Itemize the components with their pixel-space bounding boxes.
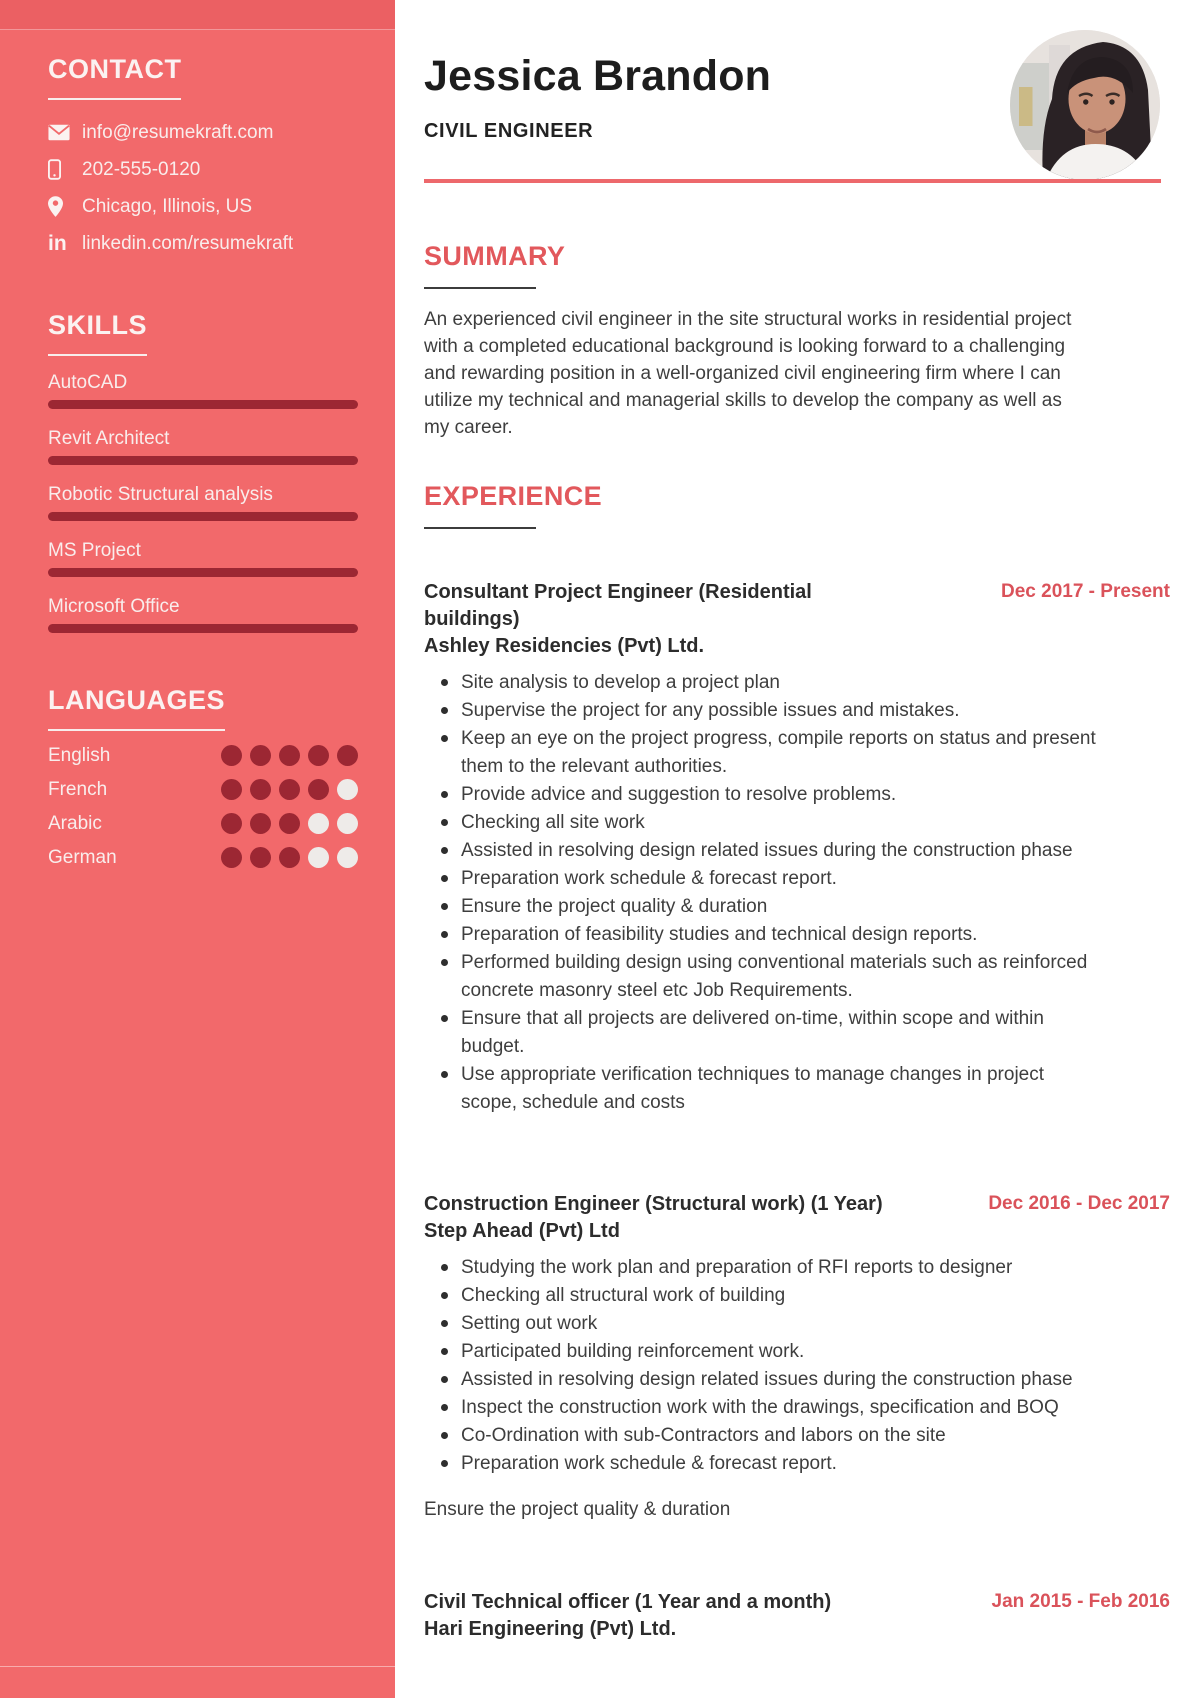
page-break-line bbox=[0, 1666, 395, 1667]
language-row bbox=[48, 847, 358, 868]
job-head bbox=[424, 1191, 1170, 1218]
bullet-item: Ensure that all projects are delivered on-time, within scope and within budget. bbox=[424, 1005, 1104, 1061]
job-title: Civil Technical officer (1 Year and a month) bbox=[424, 1591, 832, 1613]
skill-label: Robotic Structural analysis bbox=[48, 484, 273, 505]
language-level-dot bbox=[337, 847, 358, 868]
language-level-dot bbox=[221, 813, 242, 834]
contact-item bbox=[48, 122, 358, 143]
contact-item bbox=[48, 233, 358, 254]
bullet-item: Keep an eye on the project progress, compile reports on status and present them to the relevant authorities. bbox=[424, 725, 1104, 781]
skill-bar-fill bbox=[48, 568, 358, 577]
contact-heading: CONTACT bbox=[48, 54, 181, 100]
summary-heading-rule bbox=[424, 287, 536, 289]
skill-item bbox=[48, 596, 358, 633]
skill-item bbox=[48, 428, 358, 465]
skill-bar-fill bbox=[48, 624, 358, 633]
bullet-item: Performed building design using conventional materials such as reinforced concrete masonry steel etc Job Requirements. bbox=[424, 949, 1104, 1005]
job-note: Ensure the project quality & duration bbox=[424, 1499, 731, 1520]
skill-item bbox=[48, 484, 358, 521]
language-label: French bbox=[48, 778, 108, 800]
skill-bar-fill bbox=[48, 400, 358, 409]
language-level-dot bbox=[279, 813, 300, 834]
skill-item bbox=[48, 372, 358, 409]
language-level-dot bbox=[308, 813, 329, 834]
skill-bar bbox=[48, 568, 358, 577]
bullet-item: Preparation work schedule & forecast report. bbox=[424, 1450, 1104, 1478]
language-level-dot bbox=[250, 847, 271, 868]
summary-text: An experienced civil engineer in the site structural works in residential project with a completed educational background is looking forward to a challenging and rewarding position in a well-organized civil engineering firm where I can utilize my technical and managerial skills to develop the company as well as my career. bbox=[424, 309, 1072, 438]
sidebar bbox=[0, 0, 395, 1698]
language-level-dot bbox=[250, 779, 271, 800]
bullet-item: Preparation of feasibility studies and technical design reports. bbox=[424, 921, 1104, 949]
bullet-item: Use appropriate verification techniques to manage changes in project scope, schedule and costs bbox=[424, 1061, 1104, 1117]
main-content bbox=[395, 0, 1200, 1698]
job-head bbox=[424, 1589, 1170, 1616]
language-label: English bbox=[48, 744, 111, 766]
job-bullets bbox=[424, 669, 1170, 1117]
skill-bar bbox=[48, 512, 358, 521]
language-level-dot bbox=[221, 745, 242, 766]
language-level-dot bbox=[308, 847, 329, 868]
bullet-item: Co-Ordination with sub-Contractors and labors on the site bbox=[424, 1422, 1104, 1450]
experience-job bbox=[424, 1191, 1170, 1523]
languages-list bbox=[48, 745, 358, 868]
experience-heading-rule bbox=[424, 527, 536, 529]
bullet-item: Studying the work plan and preparation of RFI reports to designer bbox=[424, 1254, 1104, 1282]
languages-heading: LANGUAGES bbox=[48, 685, 225, 731]
language-level-dot bbox=[250, 813, 271, 834]
contact-text: 202-555-0120 bbox=[82, 158, 201, 180]
skill-label: AutoCAD bbox=[48, 372, 128, 393]
skill-bar-fill bbox=[48, 456, 358, 465]
summary-section bbox=[424, 241, 1170, 441]
bullet-item: Setting out work bbox=[424, 1310, 1104, 1338]
job-bullets bbox=[424, 1254, 1170, 1478]
header-divider bbox=[424, 179, 1161, 183]
bullet-item: Assisted in resolving design related issues during the construction phase bbox=[424, 1366, 1104, 1394]
contact-section bbox=[48, 54, 358, 254]
bullet-item: Checking all site work bbox=[424, 809, 1104, 837]
job-date: Dec 2016 - Dec 2017 bbox=[988, 1193, 1170, 1214]
linkedin-glyph: in bbox=[48, 231, 67, 255]
job-company: Hari Engineering (Pvt) Ltd. bbox=[424, 1618, 677, 1640]
language-dots bbox=[221, 847, 358, 868]
bullet-item: Inspect the construction work with the drawings, specification and BOQ bbox=[424, 1394, 1104, 1422]
language-level-dot bbox=[337, 813, 358, 834]
bullet-item: Preparation work schedule & forecast report. bbox=[424, 865, 1104, 893]
language-dots bbox=[221, 813, 358, 834]
bullet-item: Provide advice and suggestion to resolve problems. bbox=[424, 781, 1104, 809]
job-title: Consultant Project Engineer (Residential buildings) bbox=[424, 581, 812, 630]
bullet-item: Ensure the project quality & duration bbox=[424, 893, 1104, 921]
language-level-dot bbox=[337, 745, 358, 766]
skills-heading: SKILLS bbox=[48, 310, 147, 356]
contact-list bbox=[48, 122, 358, 254]
language-level-dot bbox=[308, 745, 329, 766]
skill-item bbox=[48, 540, 358, 577]
language-row bbox=[48, 779, 358, 800]
experience-jobs bbox=[424, 579, 1170, 1643]
bullet-item: Participated building reinforcement work. bbox=[424, 1338, 1104, 1366]
experience-section bbox=[424, 481, 1170, 1643]
skill-label: Microsoft Office bbox=[48, 596, 180, 617]
contact-text: info@resumekraft.com bbox=[82, 121, 274, 143]
skill-label: Revit Architect bbox=[48, 428, 170, 449]
job-company: Ashley Residencies (Pvt) Ltd. bbox=[424, 635, 705, 657]
contact-item bbox=[48, 196, 358, 217]
bullet-item: Supervise the project for any possible issues and mistakes. bbox=[424, 697, 1104, 725]
language-label: Arabic bbox=[48, 812, 102, 834]
linkedin-icon bbox=[48, 231, 74, 255]
sidebar-top-strip bbox=[0, 0, 395, 30]
language-dots bbox=[221, 745, 358, 766]
person-title: CIVIL ENGINEER bbox=[424, 120, 594, 142]
skills-section bbox=[48, 310, 358, 633]
phone-icon bbox=[48, 159, 74, 180]
email-icon bbox=[48, 124, 74, 141]
skill-bar bbox=[48, 400, 358, 409]
job-head bbox=[424, 579, 1170, 633]
skill-label: MS Project bbox=[48, 540, 141, 561]
bullet-item: Checking all structural work of building bbox=[424, 1282, 1104, 1310]
location-icon bbox=[48, 196, 74, 217]
skill-bar bbox=[48, 456, 358, 465]
language-level-dot bbox=[250, 745, 271, 766]
job-date: Dec 2017 - Present bbox=[1001, 581, 1170, 602]
bullet-item: Assisted in resolving design related issues during the construction phase bbox=[424, 837, 1104, 865]
language-row bbox=[48, 813, 358, 834]
languages-section bbox=[48, 685, 358, 868]
job-company: Step Ahead (Pvt) Ltd bbox=[424, 1220, 620, 1242]
language-level-dot bbox=[308, 779, 329, 800]
language-level-dot bbox=[337, 779, 358, 800]
bullet-item: Site analysis to develop a project plan bbox=[424, 669, 1104, 697]
experience-heading: EXPERIENCE bbox=[424, 481, 603, 511]
language-level-dot bbox=[279, 745, 300, 766]
contact-text: Chicago, Illinois, US bbox=[82, 195, 253, 217]
person-name: Jessica Brandon bbox=[424, 52, 772, 100]
experience-job bbox=[424, 1589, 1170, 1643]
summary-heading: SUMMARY bbox=[424, 241, 566, 271]
experience-job bbox=[424, 579, 1170, 1117]
language-label: German bbox=[48, 846, 117, 868]
language-level-dot bbox=[279, 847, 300, 868]
job-date: Jan 2015 - Feb 2016 bbox=[991, 1591, 1170, 1612]
skill-bar-fill bbox=[48, 512, 358, 521]
job-title: Construction Engineer (Structural work) (1 Year) bbox=[424, 1193, 883, 1215]
language-level-dot bbox=[221, 779, 242, 800]
contact-item bbox=[48, 159, 358, 180]
skills-list bbox=[48, 372, 358, 633]
contact-text: linkedin.com/resumekraft bbox=[82, 232, 294, 254]
skill-bar bbox=[48, 624, 358, 633]
language-level-dot bbox=[279, 779, 300, 800]
language-level-dot bbox=[221, 847, 242, 868]
language-row bbox=[48, 745, 358, 766]
language-dots bbox=[221, 779, 358, 800]
